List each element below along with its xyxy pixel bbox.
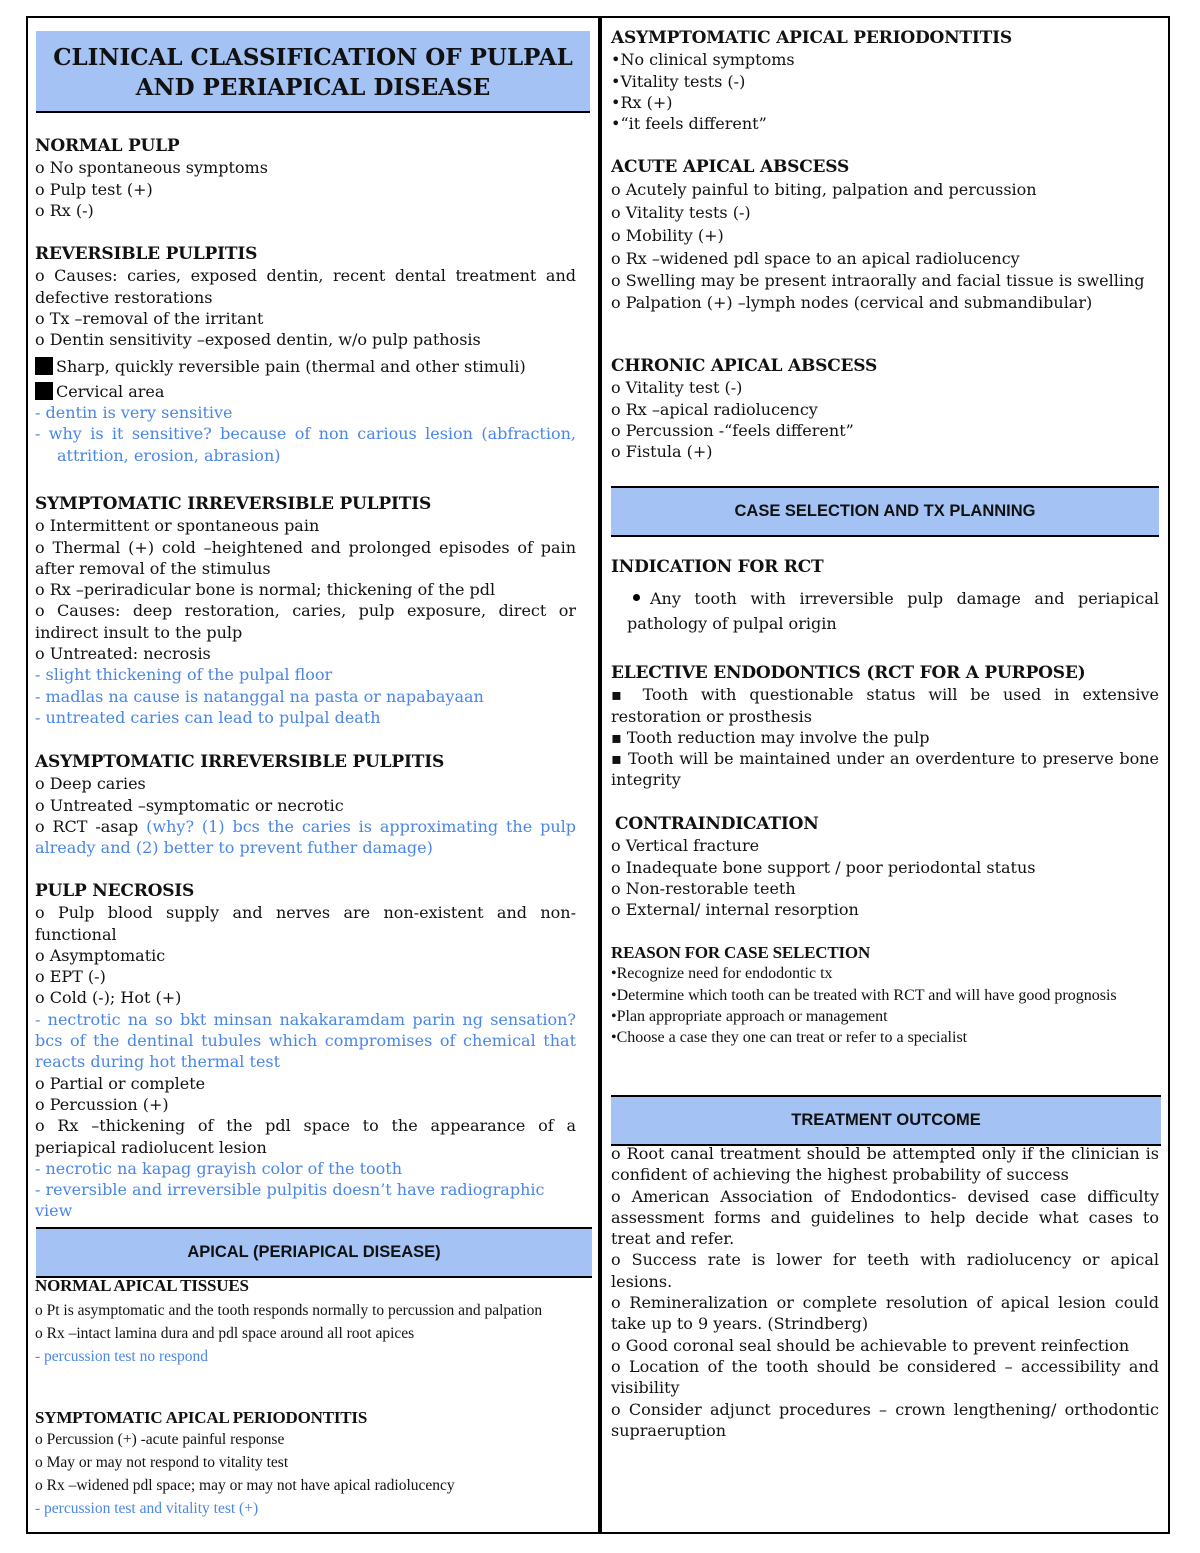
- list-item: o RCT -asap (why? (1) bcs the caries is approximating the pulp already and (2) better to prevent futher damage): [35, 816, 576, 858]
- list-item: o Percussion -“feels different”: [611, 420, 854, 440]
- list-item: o Location of the tooth should be considered – accessibility and visibility: [611, 1356, 1159, 1398]
- note-item: - percussion test no respond: [35, 1348, 209, 1366]
- asymptomatic-irreversible-section: [35, 752, 576, 858]
- chronic-abscess-heading: CHRONIC APICAL ABSCESS: [611, 356, 878, 376]
- note-item: - slight thickening of the pulpal floor: [35, 665, 333, 685]
- list-item: o Percussion (+): [35, 1094, 169, 1114]
- reason-heading: REASON FOR CASE SELECTION: [611, 943, 871, 962]
- list-item: •Determine which tooth can be treated with RCT and will have good prognosis: [611, 986, 1117, 1004]
- list-item: •Vitality tests (-): [611, 71, 746, 91]
- list-item: o Deep caries: [35, 774, 146, 794]
- list-item: •No clinical symptoms: [611, 50, 795, 70]
- list-item: o Acutely painful to biting, palpation and percussion: [611, 180, 1037, 200]
- list-item: o Rx (-): [35, 200, 94, 220]
- list-item: o Vitality tests (-): [611, 203, 751, 223]
- list-item: o Vitality test (-): [611, 378, 743, 398]
- list-item: o Pt is asymptomatic and the tooth responds normally to percussion and palpation: [35, 1302, 543, 1320]
- list-item: o Cold (-); Hot (+): [35, 988, 182, 1008]
- list-item: o Consider adjunct procedures – crown lengthening/ orthodontic supraeruption: [611, 1399, 1159, 1440]
- elective-endodontics-section: [611, 663, 1159, 791]
- list-item: •Choose a case they one can treat or refer to a specialist: [611, 1029, 968, 1047]
- list-item: o American Association of Endodontics- devised case difficulty assessment forms and guidelines to help decide what cases to treat and refer.: [611, 1186, 1159, 1249]
- elective-heading: ELECTIVE ENDODONTICS (RCT FOR A PURPOSE): [611, 663, 1086, 683]
- list-item: o Fistula (+): [611, 442, 713, 462]
- note-item: - percussion test and vitality test (+): [35, 1500, 259, 1518]
- list-item: ▪ Tooth with questionable status will be used in extensive restoration or prosthesis: [611, 685, 1159, 726]
- list-item: o Rx –widened pdl space to an apical radiolucency: [611, 249, 1020, 269]
- list-item: o Rx –thickening of the pdl space to the appearance of a periapical radiolucent lesion: [35, 1116, 576, 1157]
- list-item: o Pulp blood supply and nerves are non-existent and non-functional: [35, 903, 576, 944]
- pulp-necrosis-section: [35, 881, 576, 1222]
- list-item: o Swelling may be present intraorally and facial tissue is swelling: [611, 271, 1145, 291]
- acute-abscess-heading: ACUTE APICAL ABSCESS: [611, 157, 850, 177]
- asymptomatic-apical-heading: ASYMPTOMATIC APICAL PERIODONTITIS: [611, 28, 1012, 48]
- list-item: o Good coronal seal should be achievable to prevent reinfection: [611, 1335, 1130, 1355]
- list-item: •“it feels different”: [611, 114, 767, 134]
- note-item: - necrotic na kapag grayish color of the tooth: [35, 1158, 402, 1178]
- treatment-outcome-section: [611, 1143, 1159, 1441]
- list-item: ▪ Tooth will be maintained under an overdenture to preserve bone integrity: [611, 749, 1159, 790]
- contraindication-section: [611, 814, 1159, 920]
- apical-section-band: APICAL (PERIAPICAL DISEASE): [36, 1227, 592, 1278]
- list-item: o Untreated: necrosis: [35, 644, 211, 664]
- list-item: o May or may not respond to vitality test: [35, 1454, 289, 1472]
- list-item: o Dentin sensitivity –exposed dentin, w/o pulp pathosis: [35, 330, 481, 350]
- list-item: o Partial or complete: [35, 1073, 206, 1093]
- list-item: o Asymptomatic: [35, 945, 166, 965]
- symptomatic-irreversible-heading: SYMPTOMATIC IRREVERSIBLE PULPITIS: [35, 494, 432, 514]
- list-item: o EPT (-): [35, 967, 106, 987]
- note-item: - dentin is very sensitive: [35, 403, 233, 423]
- indication-heading: INDICATION FOR RCT: [611, 557, 824, 577]
- page-title: CLINICAL CLASSIFICATION OF PULPAL AND PERIAPICAL DISEASE: [36, 31, 590, 113]
- list-item: o Pulp test (+): [35, 179, 153, 199]
- acute-abscess-section: [611, 157, 1159, 313]
- list-item: o Remineralization or complete resolution of apical lesion could take up to 9 years. (Strindberg): [611, 1293, 1159, 1334]
- contraindication-heading: CONTRAINDICATION: [615, 814, 819, 834]
- list-item: •Rx (+): [611, 92, 673, 112]
- normal-pulp-section: [35, 136, 578, 221]
- asymptomatic-irreversible-heading: ASYMPTOMATIC IRREVERSIBLE PULPITIS: [35, 752, 445, 772]
- list-item: o Intermittent or spontaneous pain: [35, 516, 320, 536]
- list-item: •Recognize need for endodontic tx: [611, 965, 833, 983]
- list-item: o Untreated –symptomatic or necrotic: [35, 795, 344, 815]
- list-item: Sharp, quickly reversible pain (thermal and other stimuli): [35, 356, 576, 377]
- list-item: •Plan appropriate approach or management: [611, 1007, 888, 1025]
- list-item: o Rx –intact lamina dura and pdl space around all root apices: [35, 1325, 415, 1343]
- list-item: Any tooth with irreversible pulp damage and periapical pathology of pulpal origin: [627, 589, 1159, 634]
- list-item: o Causes: caries, exposed dentin, recent dental treatment and defective restorations: [35, 266, 576, 307]
- note-item: - why is it sensitive? because of non carious lesion (abfraction, attrition, erosion, abrasion): [35, 424, 576, 465]
- bullet-icon: [633, 594, 640, 601]
- normal-apical-section: [35, 1275, 578, 1368]
- square-bullet-icon: [35, 382, 53, 400]
- list-item: o Percussion (+) -acute painful response: [35, 1431, 285, 1449]
- normal-pulp-heading: NORMAL PULP: [35, 136, 180, 156]
- note-item: - nectrotic na so bkt minsan nakakaramdam parin ng sensation? bcs of the dentinal tubules which compromises of chemical that reacts during hot thermal test: [35, 1009, 576, 1072]
- square-bullet-icon: [35, 357, 53, 375]
- symptomatic-apical-section: [35, 1407, 578, 1520]
- note-item: - madlas na cause is natanggal na pasta or napabayaan: [35, 686, 484, 706]
- list-item: o No spontaneous symptoms: [35, 158, 268, 178]
- list-item: o Mobility (+): [611, 226, 724, 246]
- list-item: o Rx –apical radiolucency: [611, 399, 818, 419]
- list-item: o Rx –widened pdl space; may or may not have apical radiolucency: [35, 1477, 455, 1495]
- list-item: o Non-restorable teeth: [611, 878, 796, 898]
- list-item: o Inadequate bone support / poor periodontal status: [611, 857, 1036, 877]
- list-item: o External/ internal resorption: [611, 900, 859, 920]
- pulp-necrosis-heading: PULP NECROSIS: [35, 881, 195, 901]
- note-item: - untreated caries can lead to pulpal death: [35, 707, 381, 727]
- treatment-outcome-band: TREATMENT OUTCOME: [611, 1095, 1161, 1146]
- column-divider: [598, 16, 602, 1534]
- list-item: o Palpation (+) –lymph nodes (cervical and submandibular): [611, 292, 1093, 312]
- list-item: o Thermal (+) cold –heightened and prolonged episodes of pain after removal of the stimulus: [35, 537, 576, 578]
- reversible-heading: REVERSIBLE PULPITIS: [35, 244, 258, 264]
- list-item: Cervical area: [35, 381, 576, 402]
- case-selection-band: CASE SELECTION AND TX PLANNING: [611, 486, 1159, 537]
- list-item: o Root canal treatment should be attempted only if the clinician is confident of achieving the highest probability of success: [611, 1144, 1159, 1185]
- asymptomatic-apical-section: [611, 28, 1159, 134]
- normal-apical-heading: NORMAL APICAL TISSUES: [35, 1276, 249, 1295]
- list-item: o Vertical fracture: [611, 836, 760, 856]
- list-item: o Causes: deep restoration, caries, pulp exposure, direct or indirect insult to the pulp: [35, 601, 576, 642]
- note-item: - reversible and irreversible pulpitis doesn’t have radiographic view: [35, 1180, 545, 1221]
- list-item: o Rx –periradicular bone is normal; thickening of the pdl: [35, 580, 496, 600]
- indication-section: [611, 557, 1159, 636]
- reversible-pulpitis-section: [35, 244, 576, 466]
- list-item: o Success rate is lower for teeth with radiolucency or apical lesions.: [611, 1250, 1159, 1291]
- chronic-abscess-section: [611, 356, 1159, 462]
- list-item: o Tx –removal of the irritant: [35, 308, 264, 328]
- reason-section: [611, 942, 1159, 1048]
- list-item: ▪ Tooth reduction may involve the pulp: [611, 727, 930, 747]
- symptomatic-apical-heading: SYMPTOMATIC APICAL PERIODONTITIS: [35, 1408, 368, 1427]
- symptomatic-irreversible-section: [35, 494, 576, 728]
